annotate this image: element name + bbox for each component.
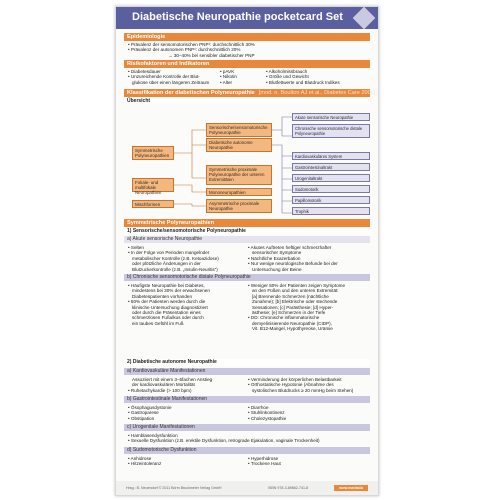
list-item: Vit. B12-Mangel, Hypothyreose, Urämie [252, 326, 333, 332]
list-item: • Ösophagusdystonie [128, 405, 172, 410]
kardio-left-list [128, 377, 244, 393]
list-item: • Nächtliche Exazerbation [248, 255, 301, 261]
list-item: • Prävalenz der autonomen PNP¹: durchschnittlich 20% [128, 47, 241, 53]
list-item: • 50% der Patienten werden durch die [128, 299, 206, 305]
list-item: Blutzuckerkontrolle (z.B. „Insulin-Neuritis“) [132, 266, 218, 272]
card-footer [116, 481, 378, 495]
box-mononeuropathien: Mononeuropathien [206, 188, 272, 196]
kardio-right-list [248, 377, 370, 393]
list-item: sensorischer Symptome [252, 250, 302, 256]
akute-right-list [248, 245, 370, 272]
urogenital-list [128, 433, 370, 444]
box-fokale-neuropathien: Fokale- und multifokale Neuropathien [132, 178, 174, 192]
list-item: • Weniger 50% der Patienten zeigen Symptome [248, 283, 346, 288]
list-item: • pAVK [220, 69, 235, 74]
list-item: • DD: Chronische inflammatorische [248, 315, 320, 321]
list-item: • Größe und Gewicht [266, 74, 309, 80]
box-mischformen: Mischformen [132, 200, 174, 208]
list-item: ein taubes Gefühl im Fuß [132, 320, 184, 326]
list-item: → 30–40% bei sensibler diabetischer PNP [168, 52, 255, 58]
chronische-right-list [248, 283, 370, 332]
akute-left-list [128, 245, 244, 272]
list-item: der kardiovaskulären Mortalität [132, 382, 195, 388]
list-item: an den Füßen und den unteren Extremität: [252, 288, 339, 294]
list-item: • Alkoholmissbrauch [266, 69, 308, 74]
list-item: • Unzureichende Kontrolle der Blut- [128, 74, 200, 80]
section-heading: Klassifikation der diabetischen Polyneuropathie [127, 90, 255, 96]
list-item: • Hyperhidrose [248, 456, 279, 461]
list-item: systolischen Blutdrucks ≥ 20 mmHg beim Stehen) [252, 387, 354, 393]
box-kardiovaskulaer: Kardiovaskuläres System [292, 152, 370, 160]
list-item: • Häufigste Neuropathie bei Diabetes, [128, 283, 205, 288]
list-item: • Diarrhoe [248, 405, 269, 410]
section-heading: Epidemiologie [127, 34, 166, 40]
list-item: klinische Untersuchung diagnostiziert [132, 304, 208, 310]
list-item: • Gastroparese [128, 410, 159, 416]
subsection-akute-sensorische: a) Akute sensorische Neuropathie [124, 236, 370, 243]
box-proximale-pnp: Symmetrische proximale Polyneuropathie der unteren Extremitäten [206, 165, 272, 185]
section-symmetrische [124, 219, 370, 227]
list-item: Diabetespatienten vorhanden [132, 293, 193, 299]
list-item: • Selten [128, 245, 144, 250]
list-item: Untersuchung der Beine [252, 266, 302, 272]
list-item: • Stuhlinkontinenz [248, 410, 285, 416]
isbn-text: ISBN 978-3-89862-741-8 [268, 486, 309, 490]
subsection-autonome: 2) Diabetische autonome Neuropathie [124, 359, 370, 366]
subsection-kardiovaskulaer: a) Kardiovaskuläre Manifestationen [124, 368, 370, 375]
list-item: • Alter [220, 79, 233, 85]
sudo-left-list [128, 456, 244, 467]
list-item: Assoziiert mit einem 3–5fachen Anstieg [132, 377, 213, 382]
list-item: [a] Brennende Schmerzen (nächtliche [252, 293, 329, 299]
list-item: Zunahme); [b] Elektrische oder stechende [252, 299, 338, 305]
section-heading: Risikofaktoren und Indikatoren [127, 61, 210, 67]
list-item: mindestens bei 30% der erwachsenen [132, 288, 210, 294]
list-item: schmerzlosen Fußulkus oder durch [132, 315, 204, 321]
list-item: • Orthostatische Hypotonie (Abnahme des [248, 382, 334, 388]
list-item: ästhesie; [e] Schmerzen in der Tiefe [252, 310, 326, 316]
box-sensomotorische-pnp: Sensorische/sensomotorische Polyneuropathie [206, 123, 272, 137]
list-item: demyelinisierende Neuropathie (CIDP), [252, 320, 332, 326]
list-item: oder plötzliche Änderungen in der [132, 261, 201, 267]
list-item: oder durch die Präsentation eines [132, 310, 201, 316]
subsection-sensomotorisch: 1) Sensorische/sensomotorische Polyneuropathie [124, 228, 370, 235]
box-chronische-sensomotorische: Chronische sensomotorische distale Polyneuropathie [292, 124, 370, 138]
gastro-left-list [128, 405, 244, 421]
list-item: • In der Folge von Perioden mangelnder [128, 250, 210, 256]
box-papillomotorik: Papillomotorik [292, 196, 370, 204]
list-item: • Anhidrose [128, 456, 152, 461]
list-item: • Diabetesdauer [128, 69, 161, 74]
box-sudomotorik: Sudomotorik [292, 185, 370, 193]
box-urogenital: Urogenitaltrakt [292, 174, 370, 182]
box-autonome-neuropathie: Diabetische autonome Neuropathie [206, 138, 272, 152]
pocketcard [115, 6, 379, 496]
subsection-chronische: b) Chronische sensomotorische distale Polyneuropathie [124, 274, 370, 281]
list-item: • Nikotin [220, 74, 237, 80]
list-item: • Cholezystopathie [248, 415, 287, 421]
list-item: • Blutfettwerte und Blutdruck Indikes [266, 79, 340, 85]
list-item: • Prävalenz der sensomotorischen PNP¹: durchschnittlich 30% [128, 42, 255, 47]
subsection-sudomotorisch: d) Sudomotorische Dysfunktion [124, 447, 370, 454]
reference-text: [mod. n. Boulton AJ et al., Diabetes Care 2005] [258, 90, 376, 96]
publisher-text: Hrsg.: B. Neuendorf © 2011 Börm Bruckmeier Verlag GmbH [126, 486, 222, 490]
list-item: • Verminderung der körperlichen Belastbarkeit [248, 377, 342, 382]
box-akute-sensorische: Akute sensorische Neuropathie [292, 113, 370, 121]
overview-label: Übersicht [124, 98, 370, 104]
box-asymmetrische-neuropathie: Asymmetrische proximale Neuropathie [206, 199, 272, 213]
section-heading: Symmetrische Polyneuropathien [127, 220, 215, 226]
subsection-gastrointestinal: b) Gastrointestinale Manifestationen [124, 396, 370, 403]
list-item: • Trockene Haut [248, 461, 281, 467]
chronische-left-list [128, 283, 244, 326]
list-item: • Obstipation [128, 415, 155, 421]
list-item: • Harnblasendysfunktion [128, 433, 178, 438]
card-title: Diabetische Neuropathie pocketcard Set [132, 11, 343, 23]
sudo-right-list [248, 456, 370, 467]
box-symmetrische-polyneuropathien: Symmetrische Polyneuropathien [132, 146, 174, 160]
list-item: glukose über einen längeren Zeitraum [132, 79, 210, 85]
subsection-urogenital: c) Urogenitale Manifestationen [124, 424, 370, 431]
list-item: Sensationen; [c] Parästhesie; [d] Hyper- [252, 304, 334, 310]
box-gastrointestinal: Gastrointestinaltrakt [292, 163, 370, 171]
list-item: • Akutes Auftreten heftiger schmerzhafter [248, 245, 332, 250]
list-item: • Hitzeintoleranz [128, 461, 162, 467]
list-item: • Sexuelle Dysfunktion (z.B. erektile Dysfunktion, retrograde Ejakulation, vaginale Trockenheit) [128, 438, 320, 444]
list-item: • Ruhetachykardie (> 100 bpm) [128, 387, 192, 393]
list-item: metabolischer Kontrolle (z.B. Ketoazidose) [132, 255, 219, 261]
publisher-logo: www.media4u [334, 485, 368, 491]
list-item: • Nur wenige neurologische Befunde bei der [248, 261, 338, 267]
box-trophik: Trophik [292, 207, 370, 215]
gastro-right-list [248, 405, 370, 421]
